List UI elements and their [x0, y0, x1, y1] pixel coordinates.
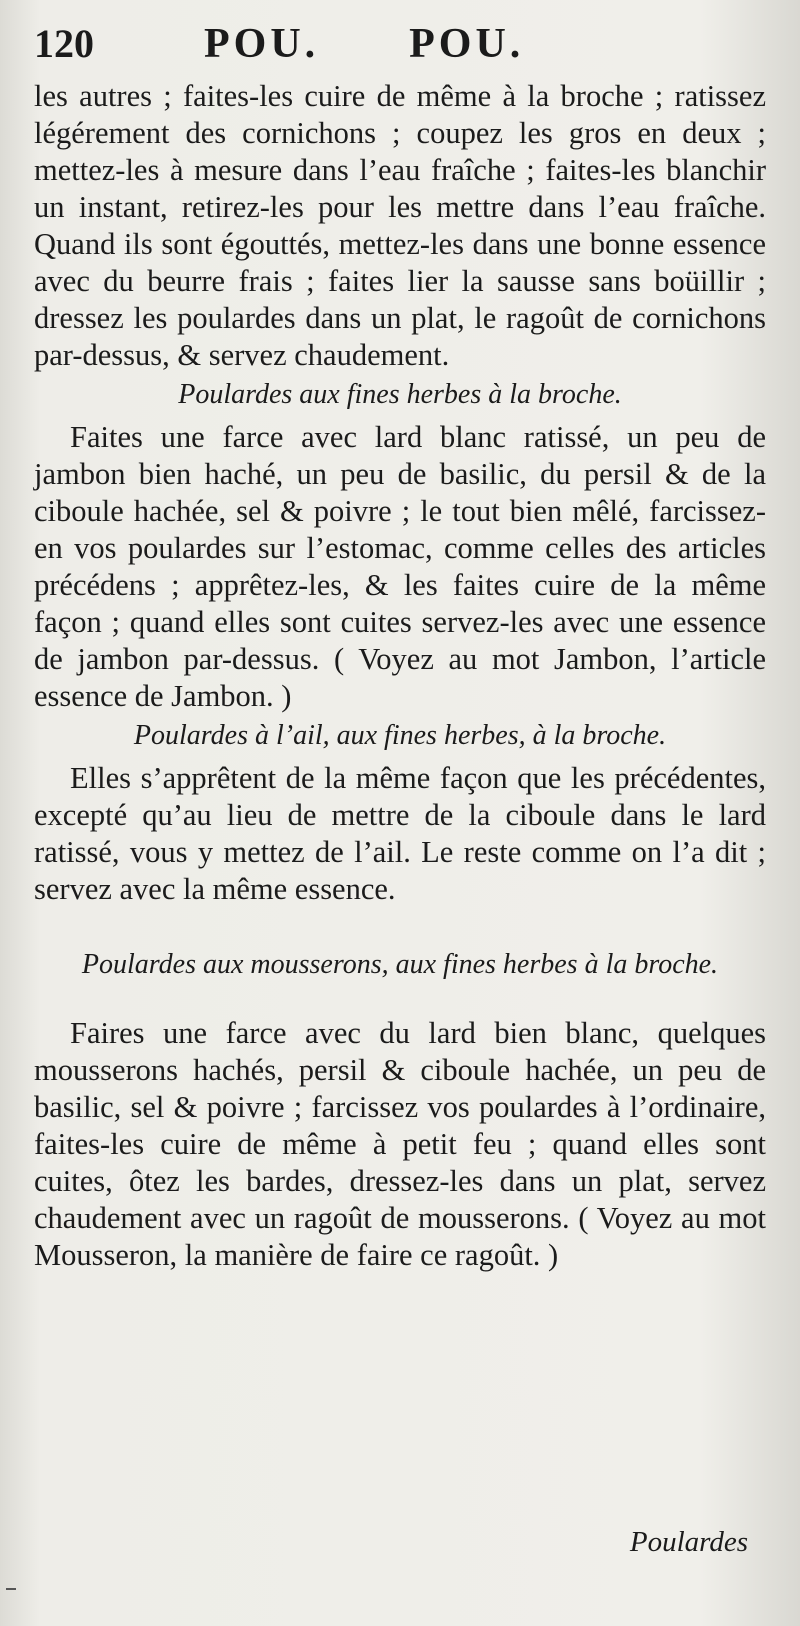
paragraph-ail: Elles s’apprêtent de la même façon que les précédentes, excepté qu’au lieu de mettre de la ciboule dans le lard ratissé, vous y mettez de l’ail. Le reste comme on l’a dit ; servez avec la même essence.: [34, 761, 766, 906]
section-title-fines-herbes: Poulardes aux fines herbes à la broche.: [178, 379, 622, 410]
page-edge-mark: [6, 1588, 16, 1590]
section-title-ail: Poulardes à l’ail, aux fines herbes, à la broche.: [133, 720, 667, 751]
catchword: Poulardes: [629, 1526, 748, 1558]
section-title-mousserons: Poulardes aux mousserons, aux fines herbes à la broche.: [81, 949, 719, 980]
running-head-left: POU.: [204, 21, 320, 67]
page-header: [34, 20, 766, 78]
paragraph-fines-herbes: Faites une farce avec lard blanc ratissé, un peu de jambon bien haché, un peu de basilic, du persil & de la ciboule hachée, sel & poivre ; le tout bien mêlé, farcissez-en vos poulardes sur l’estomac, comme celles des articles précédens ; apprêtez-les, & les faites cuire de la même façon ; quand elles sont cuites servez-les avec une essence de jambon par-dessus. ( Voyez au mot Jambon, l’article essence de Jambon. ): [34, 420, 766, 713]
page-body: [34, 78, 766, 1274]
running-head-right: POU.: [409, 21, 525, 67]
paragraph-cornichons: les autres ; faites-les cuire de même à la broche ; ratissez légérement des cornichons ; coupez les gros en deux ; mettez-les à mesure dans l’eau fraîche ; faites-les blanchir un instant, retirez-les pour les mettre dans l’eau fraîche. Quand ils sont égouttés, mettez-les dans une bonne essence avec du beurre frais ; faites lier la sausse sans boüillir ; dressez les poulardes dans un plat, le ragoût de cornichons par-dessus, & servez chaudement.: [34, 79, 766, 372]
paragraph-mousserons: Faires une farce avec du lard bien blanc, quelques mousserons hachés, persil & ciboule hachée, un peu de basilic, sel & poivre ; farcissez vos poulardes à l’ordinaire, faites-les cuire de même à petit feu ; quand elles sont cuites, ôtez les bardes, dressez-les dans un plat, servez chaudement avec un ragoût de mousserons. ( Voyez au mot Mousseron, la manière de faire ce ragoût. ): [34, 1016, 766, 1272]
page-number: 120: [34, 21, 94, 66]
